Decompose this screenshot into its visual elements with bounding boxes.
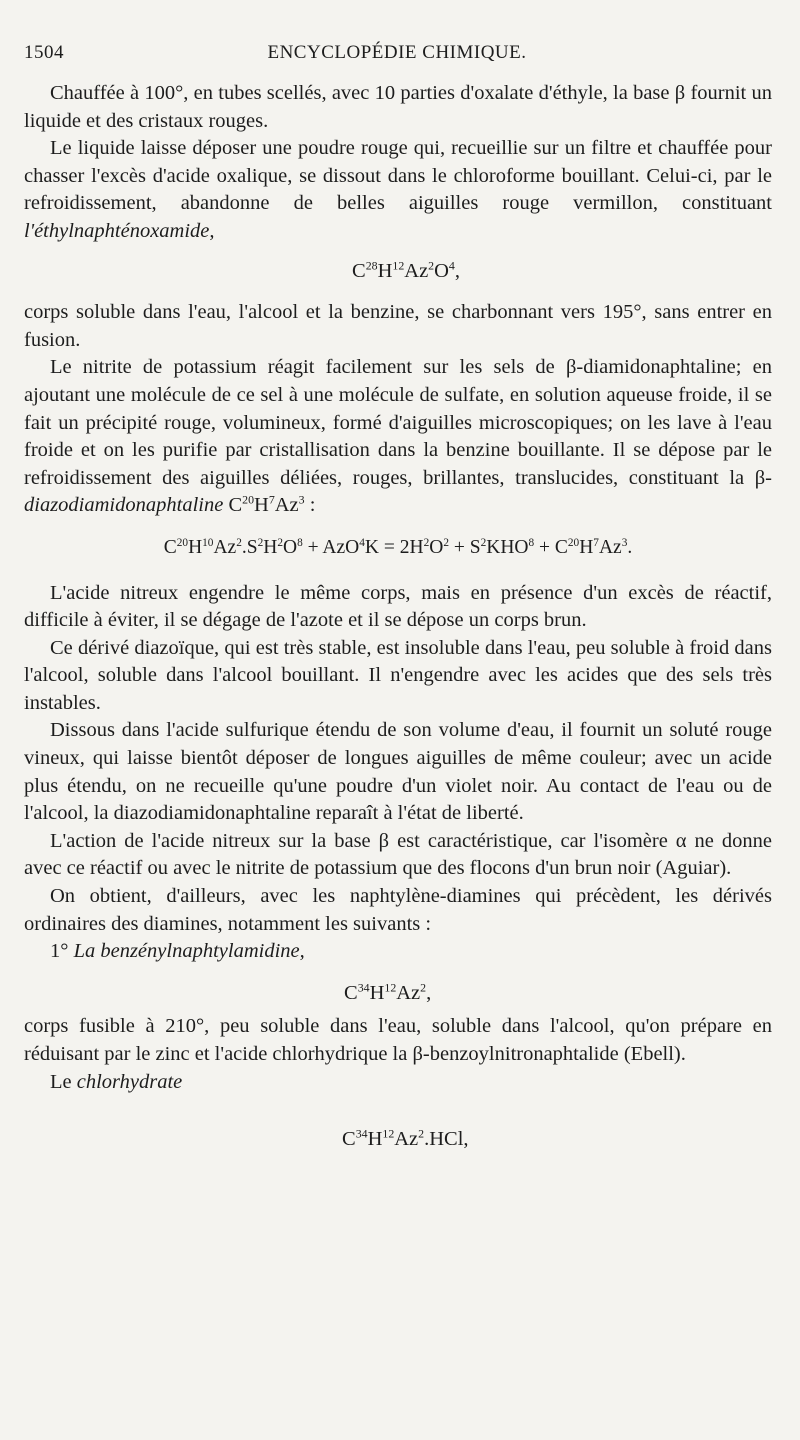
compound-name: l'éthylnaphténoxamide, <box>24 219 215 242</box>
running-title: ENCYCLOPÉDIE CHIMIQUE. <box>267 42 527 63</box>
inline-formula: $C^{20}H^7Az^3$ <box>228 492 305 517</box>
paragraph: L'action de l'acide nitreux sur la base β est caractéristique, car l'isomère α ne donne avec ce réactif ou avec le nitrite de potassium que des flocons d'un brun noir (Aguiar). <box>24 829 772 880</box>
paragraph: On obtient, d'ailleurs, avec les naphtylène-diamines qui précèdent, les dérivés ordinaires des diamines, notamment les suivants : <box>24 885 772 935</box>
paragraph: L'acide nitreux engendre le même corps, mais en présence d'un excès de réactif, difficile à éviter, il se dégage de l'azote et il se dépose un corps brun. <box>24 581 772 632</box>
paragraph: Chauffée à 100°, en tubes scellés, avec 10 parties d'oxalate d'éthyle, la base β fournit un liquide et des cristaux rouges. <box>24 82 772 132</box>
paragraph: Dissous dans l'acide sulfurique étendu de son volume d'eau, il fournit un soluté rouge vineux, qui laisse bientôt déposer de longues aiguilles de même couleur; avec un acide plus étendu, on ne recueille qu'une poudre d'un violet noir. Au contact de l'eau ou de l'alcool, la diazodiamidonaphtaline reparaît à l'état de liberté. <box>24 719 772 825</box>
chemical-formula: $C^{34}H^{12}Az^2.HCl$, <box>342 1126 469 1151</box>
body-text <box>24 80 772 1154</box>
compound-name: diazodiamidonaphtaline <box>24 494 224 517</box>
reaction-equation: $C^{20}H^{10}Az^2.S^2H^2O^8 + AzO^4K = 2H^2O^2 + S^2KHO^8 + C^{20}H^7Az^3$. <box>163 536 633 558</box>
chemical-formula: $C^{34}H^{12}Az^2$, <box>344 980 432 1004</box>
page-header <box>24 42 770 76</box>
paragraph <box>24 135 772 245</box>
compound-name: La benzénylnaphtylamidine, <box>73 940 305 963</box>
page-number: 1504 <box>24 42 64 63</box>
list-number: 1° <box>50 940 69 963</box>
list-item <box>24 938 772 966</box>
paragraph: corps soluble dans l'eau, l'alcool et la benzine, se charbonnant vers 195°, sans entrer en fusion. <box>24 301 772 351</box>
subheading: Le chlorhydrate <box>50 1070 183 1093</box>
paragraph: Le nitrite de potassium réagit facilement sur les sels de β-diamidonaphtaline; en ajoutant une molécule de ce sel à une molécule de sulfate, en solution aqueuse froide, il se fait un précipité rouge, volumineux, formé d'aiguilles microscopiques; on les lave à l'eau froide et on les purifie par cristallisation dans la benzine bouillante. Il se dépose par le refroidissement des aiguilles déliées, rouges, brillantes, translucides, constituant la β-diazodiamidonaphtaline $C^{20}H^7Az^3$ : <box>24 356 772 517</box>
text-run: Le nitrite de potassium réagit facilement sur les sels de β-diamidonaphtaline; en ajoutant une molécule de ce sel à une molécule de sulfate, en solution aqueuse froide, il se fait un précipité rouge, volumineux, formé d'aiguilles microscopiques; on les lave à l'eau froide et on les purifie par cristallisation dans la benzine bouillante. Il se dépose par le refroidissement des aiguilles déliées, rouges, brillantes, translucides, constituant la β- <box>24 356 772 489</box>
paragraph: Ce dérivé diazoïque, qui est très stable, est insoluble dans l'eau, peu soluble à froid dans l'alcool, soluble dans l'alcool bouillant. Il n'engendre avec les acides que des sels très instables. <box>24 636 772 714</box>
paragraph: corps fusible à 210°, peu soluble dans l'eau, soluble dans l'alcool, qu'on prépare en réduisant par le zinc et l'acide chlorhydrique la β-benzoylnitronaphtalide (Ebell). <box>24 1015 772 1065</box>
chemical-formula: $C^{28}H^{12}Az^2O^4$, <box>352 258 460 282</box>
text-run: Le liquide laisse déposer une poudre rouge qui, recueillie sur un filtre et chauffée pour chasser l'excès d'acide oxalique, se dissout dans le chloroforme bouillant. Celui-ci, par le refroidissement, abandonne de belles aiguilles rouge vermillon, constituant <box>24 137 772 215</box>
compound-name: chlorhydrate <box>76 1070 183 1093</box>
